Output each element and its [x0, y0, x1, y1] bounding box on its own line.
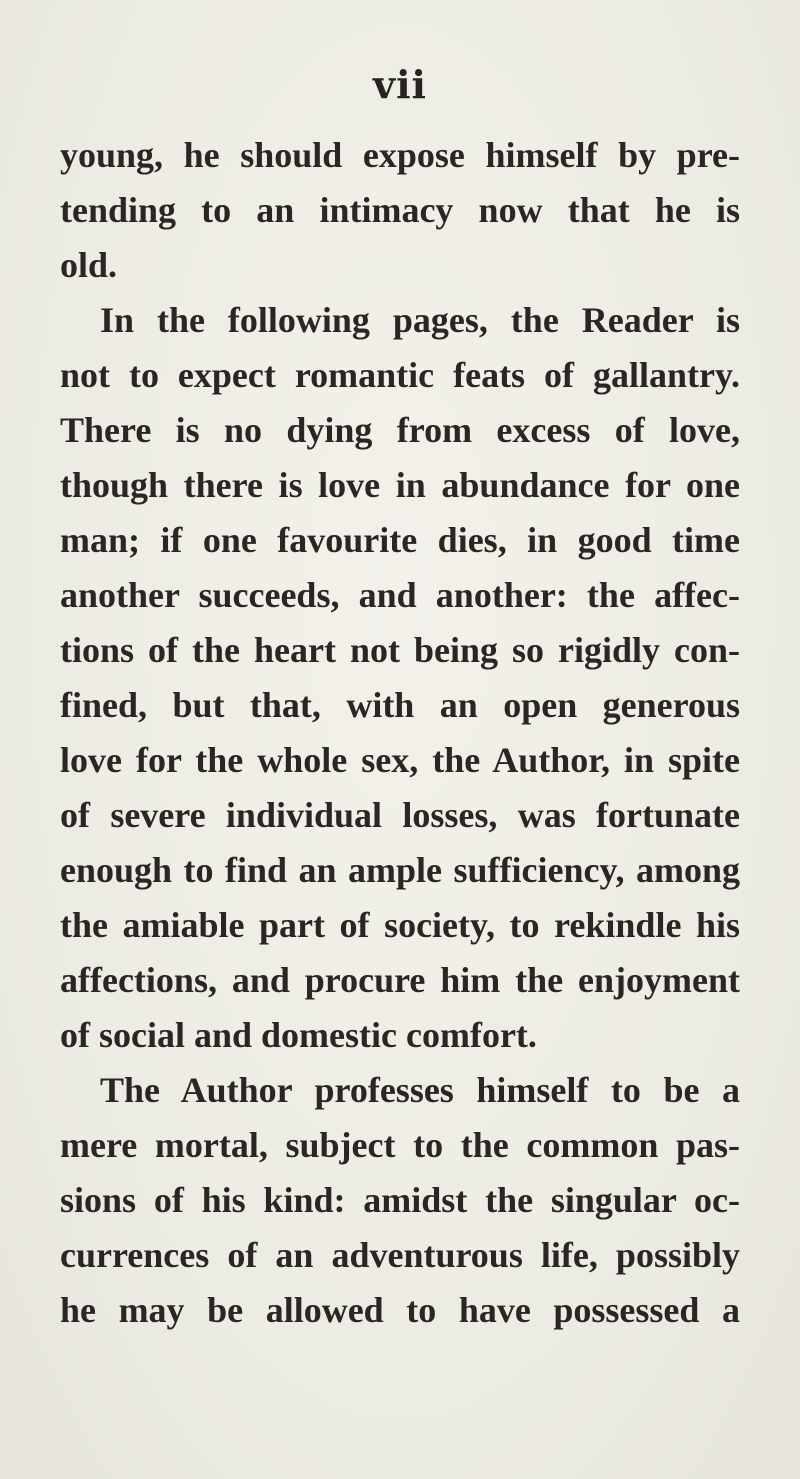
- text-line: love for the whole sex, the Author, in spite: [60, 740, 740, 780]
- text-line: not to expect romantic feats of gallantry.: [60, 355, 740, 395]
- text-line: fined, but that, with an open generous: [60, 685, 740, 725]
- text-line: tions of the heart not being so rigidly con-: [60, 630, 740, 670]
- text-line: sions of his kind: amidst the singular oc-: [60, 1180, 740, 1220]
- text-line: There is no dying from excess of love,: [60, 410, 740, 450]
- paragraph-start-line: In the following pages, the Reader is: [100, 300, 740, 340]
- paragraph-start-line: The Author professes himself to be a: [100, 1070, 740, 1110]
- text-line: another succeeds, and another: the affec-: [60, 575, 740, 615]
- text-line: he may be allowed to have possessed a: [60, 1290, 740, 1330]
- text-line: enough to find an ample sufficiency, among: [60, 850, 740, 890]
- text-line: mere mortal, subject to the common pas-: [60, 1125, 740, 1165]
- text-line: old.: [60, 245, 118, 285]
- text-line: the amiable part of society, to rekindle his: [60, 905, 740, 945]
- page-number: vii: [373, 62, 427, 107]
- text-line: man; if one favourite dies, in good time: [60, 520, 740, 560]
- body-text: [60, 128, 740, 1338]
- text-line: affections, and procure him the enjoyment: [60, 960, 740, 1000]
- text-line: tending to an intimacy now that he is: [60, 190, 740, 230]
- text-line: currences of an adventurous life, possibly: [60, 1235, 740, 1275]
- text-line: of severe individual losses, was fortunate: [60, 795, 740, 835]
- text-line: of social and domestic comfort.: [60, 1015, 537, 1055]
- text-line: young, he should expose himself by pre-: [60, 135, 740, 175]
- text-line: though there is love in abundance for one: [60, 465, 740, 505]
